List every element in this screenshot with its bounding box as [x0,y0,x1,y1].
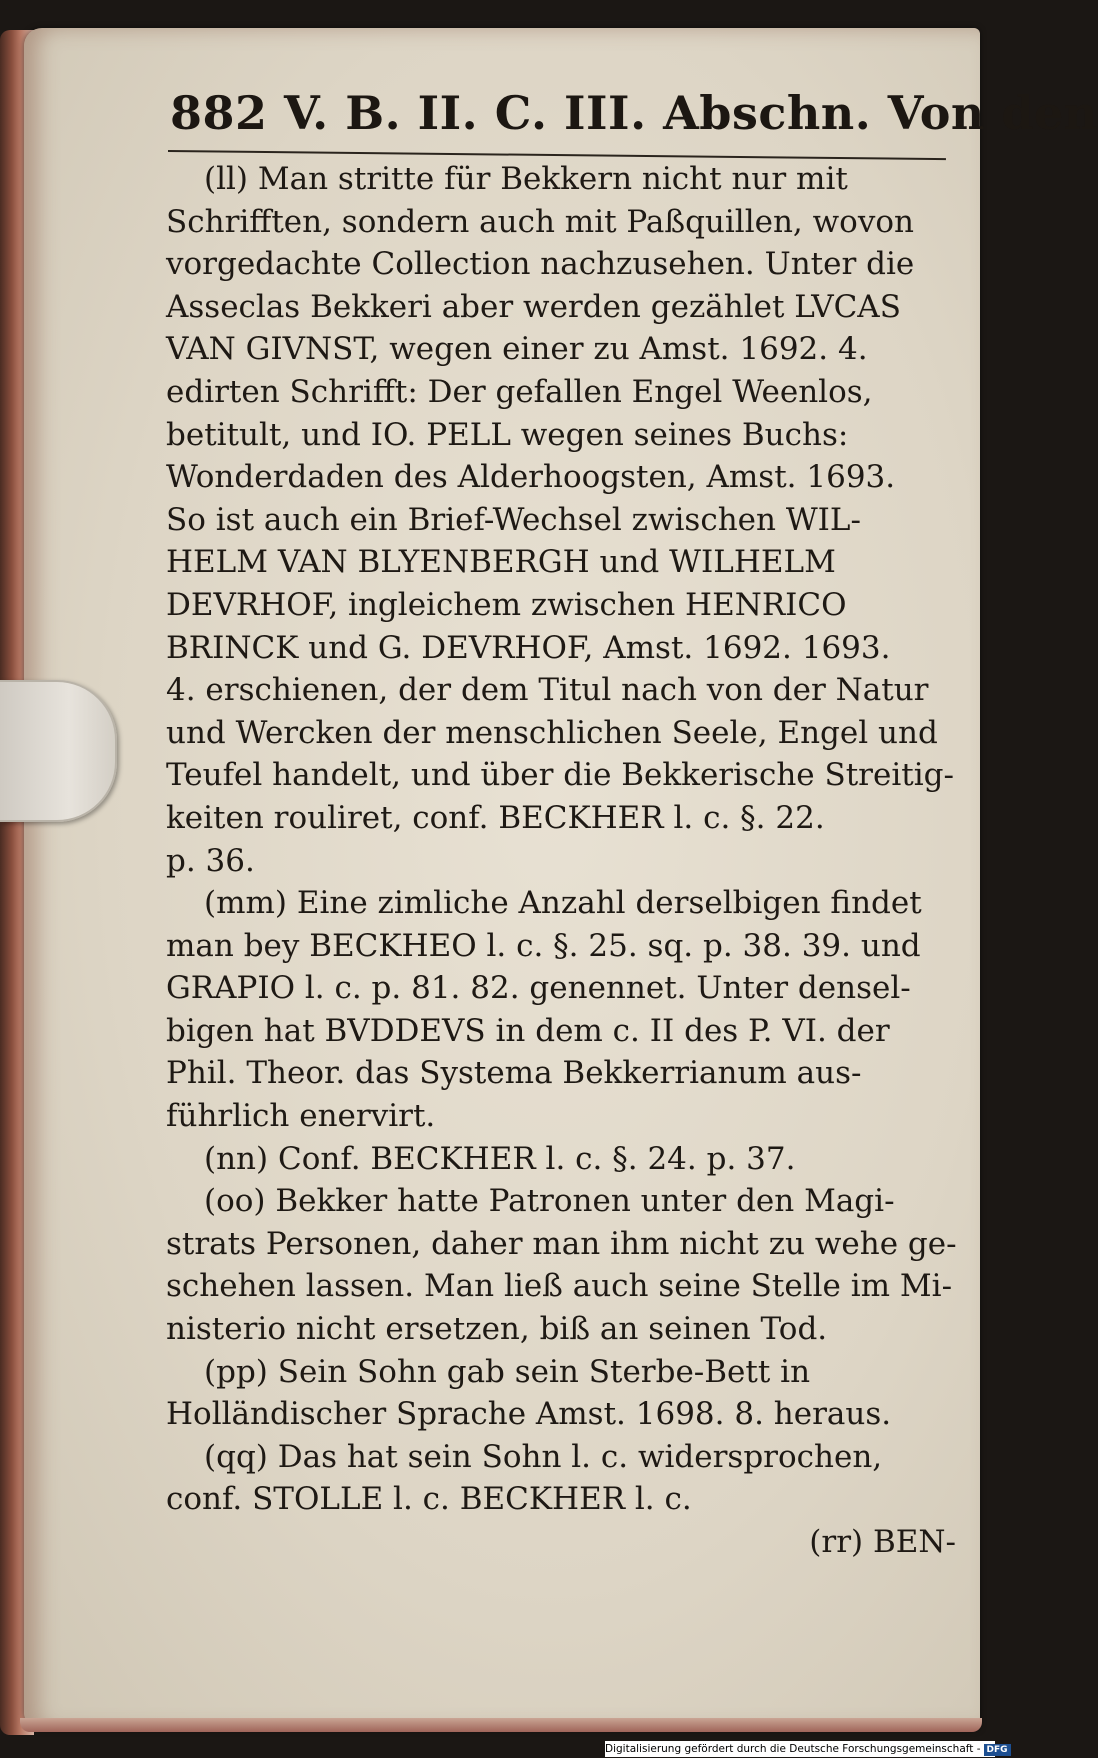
text-line: (oo) Bekker hatte Patronen unter den Magi- [204,1183,895,1220]
bookmark-tab[interactable] [0,680,117,822]
catchword: (rr) BEN- [809,1524,956,1560]
text-line: Holländischer Sprache Amst. 1698. 8. heraus. [166,1396,892,1433]
text-line: vorgedachte Collection nachzusehen. Unter die [166,246,915,283]
text-line: (mm) Eine zimliche Anzahl derselbigen findet [204,885,922,922]
text-line: strats Personen, daher man ihm nicht zu wehe ge- [166,1225,957,1262]
text-line: Phil. Theor. das Systema Bekkerrianum aus- [166,1055,862,1092]
text-line: Wonderdaden des Alderhoogsten, Amst. 1693. [166,459,896,496]
text-line: 4. erschienen, der dem Titul nach von der Natur [166,672,929,709]
text-line: GRAPIO l. c. p. 81. 82. genennet. Unter densel- [166,970,911,1007]
text-line: man bey BECKHEO l. c. §. 25. sq. p. 38. 39. und [166,927,921,964]
text-line: p. 36. [166,842,255,879]
text-line: HELM VAN BLYENBERGH und WILHELM [166,544,836,581]
text-line: führlich enervirt. [166,1098,436,1135]
text-line: bigen hat BVDDEVS in dem c. II des P. VI. der [166,1012,890,1049]
text-line: (nn) Conf. BECKHER l. c. §. 24. p. 37. [204,1140,796,1177]
dfg-logo-icon: DFG [984,1744,1011,1756]
running-head: 882 V. B. II. C. III. Abschn. Von den [170,86,1098,140]
text-line: nisterio nicht ersetzen, biß an seinen Tod. [166,1311,828,1348]
text-line: betitult, und IO. PELL wegen seines Buchs: [166,416,849,453]
text-line: keiten rouliret, conf. BECKHER l. c. §. 22. [166,799,825,836]
text-line: (pp) Sein Sohn gab sein Sterbe-Bett in [204,1353,811,1390]
credit-text: Digitalisierung gefördert durch die Deutsche Forschungsgemeinschaft - [605,1743,981,1755]
digitization-credit [605,1741,1008,1757]
text-line: edirten Schrifft: Der gefallen Engel Weenlos, [166,373,873,410]
text-line: So ist auch ein Brief-Wechsel zwischen WIL- [166,501,861,538]
text-line: (qq) Das hat sein Sohn l. c. widersprochen, [204,1438,883,1475]
text-line: VAN GIVNST, wegen einer zu Amst. 1692. 4. [166,331,868,368]
text-line: schehen lassen. Man ließ auch seine Stelle im Mi- [166,1268,953,1305]
page-bottom-edge [20,1718,982,1732]
text-line: Asseclas Bekkeri aber werden gezählet LVCAS [166,288,901,325]
text-line: und Wercken der menschlichen Seele, Engel und [166,714,938,751]
text-line: DEVRHOF, ingleichem zwischen HENRICO [166,586,847,623]
text-line: BRINCK und G. DEVRHOF, Amst. 1692. 1693. [166,629,891,666]
text-line: Schrifften, sondern auch mit Paßquillen, wovon [166,203,914,240]
text-line: Teufel handelt, und über die Bekkerische Streitig- [166,757,954,794]
text-line: conf. STOLLE l. c. BECKHER l. c. [166,1481,692,1518]
text-line: (ll) Man stritte für Bekkern nicht nur mit [204,161,848,197]
body-text [166,158,966,1564]
